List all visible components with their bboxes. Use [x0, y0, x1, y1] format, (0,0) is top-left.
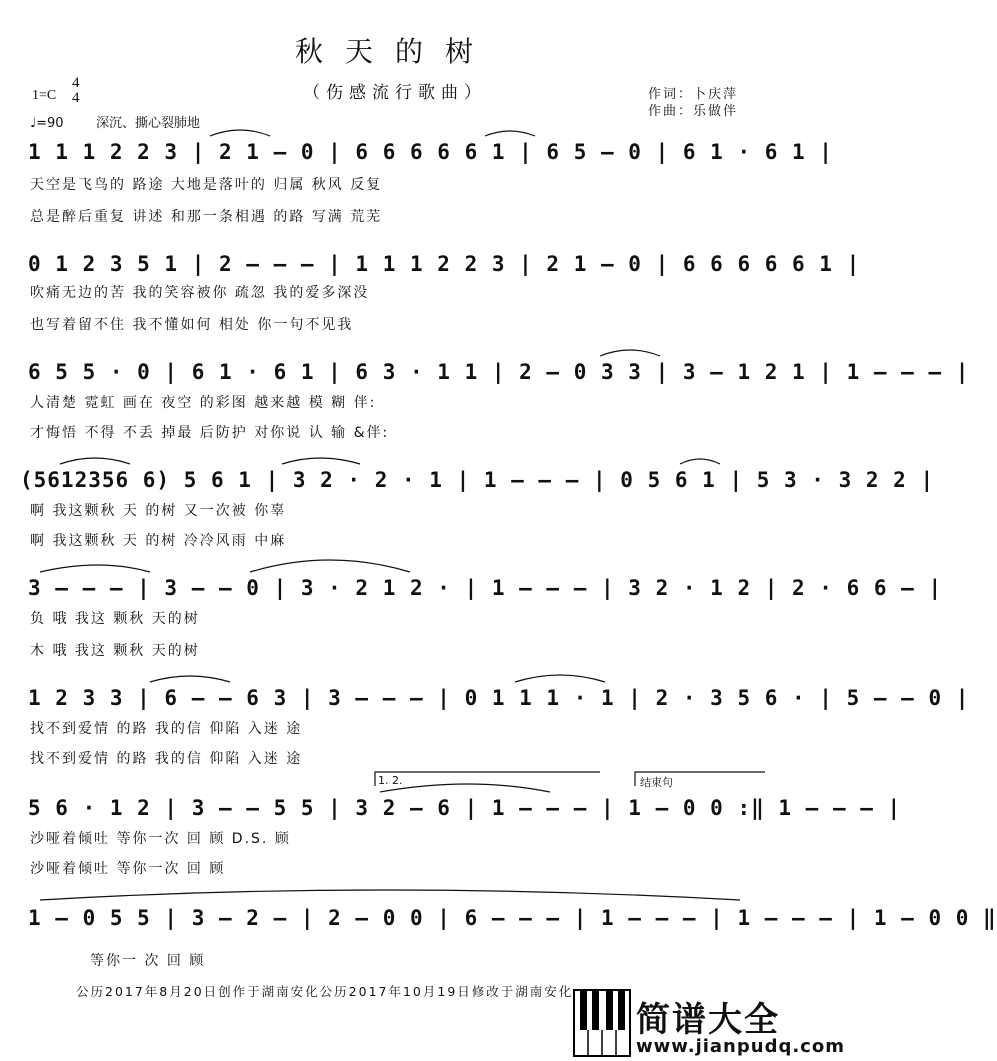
- slur-mark: [515, 675, 605, 682]
- slur-mark: [600, 350, 660, 356]
- song-title: 秋天的树: [294, 35, 495, 68]
- lyric-line-3a: 人清楚 霓虹 画在 夜空 的彩图 越来越 模 糊 伴:: [30, 395, 377, 411]
- expression-mark: 深沉、撕心裂肺地: [96, 116, 201, 131]
- score-line-7: 5 6 · 1 2 | 3 – – 5 5 | 3 2 – 6 | 1 – – – | 1 – 0 0 :‖ 1 – – – |: [28, 796, 902, 820]
- lyric-line-8a: 等你一 次 回 顾: [90, 953, 206, 969]
- volta-mark: 1. 2.: [378, 774, 403, 787]
- meter-bottom: 4: [72, 90, 80, 106]
- lyric-line-7a: 沙哑着倾吐 等你一次 回 顾 D.S. 顾: [30, 831, 291, 847]
- meter-top: 4: [72, 75, 80, 91]
- site-logo-name: 简谱大全: [636, 1000, 780, 1040]
- slur-mark: [150, 676, 230, 682]
- slur-mark: [485, 131, 535, 136]
- score-line-1: 1 1 1 2 2 3 | 2 1 – 0 | 6 6 6 6 6 1 | 6 5 – 0 | 6 1 · 6 1 |: [28, 140, 833, 164]
- lyric-line-6a: 找不到爱情 的路 我的信 仰陷 入迷 途: [30, 721, 303, 737]
- composer: 作曲：乐做伴: [648, 104, 739, 119]
- slur-mark: [40, 890, 740, 900]
- lyric-line-1a: 天空是飞鸟的 路途 大地是落叶的 归属 秋风 反复: [30, 177, 383, 193]
- slur-mark: [380, 784, 550, 792]
- slur-mark: [250, 560, 410, 572]
- lyricist: 作词：卜庆萍: [648, 87, 739, 102]
- footer-note: 公历2017年8月20日创作于湖南安化公历2017年10月19日修改于湖南安化: [76, 984, 574, 999]
- slur-mark: [60, 458, 130, 464]
- score-line-4: (5612356 6) 5 6 1 | 3 2 · 2 · 1 | 1 – – – | 0 5 6 1 | 5 3 · 3 2 2 |: [20, 468, 935, 492]
- song-subtitle: （伤感流行歌曲）: [303, 83, 487, 103]
- lyric-line-7b: 沙哑着倾吐 等你一次 回 顾: [30, 861, 226, 877]
- lyric-line-2a: 吹痛无边的苦 我的笑容被你 疏忽 我的爱多深没: [30, 285, 370, 301]
- lyric-line-4a: 啊 我这颗秋 天 的树 又一次被 你辜: [30, 503, 287, 519]
- lyric-line-2b: 也写着留不住 我不懂如何 相处 你一句不见我: [30, 317, 354, 333]
- lyric-line-6b: 找不到爱情 的路 我的信 仰陷 入迷 途: [30, 751, 303, 767]
- lyric-line-1b: 总是醉后重复 讲述 和那一条相遇 的路 写满 荒芜: [30, 209, 383, 225]
- score-line-8: 1 – 0 5 5 | 3 – 2 – | 2 – 0 0 | 6 – – – | 1 – – – | 1 – – – | 1 – 0 0 ‖: [28, 906, 997, 930]
- ending-line: [635, 772, 765, 786]
- slur-mark: [680, 459, 720, 464]
- score-line-2: 0 1 2 3 5 1 | 2 – – – | 1 1 1 2 2 3 | 2 1 – 0 | 6 6 6 6 6 1 |: [28, 252, 861, 276]
- piano-keys-icon: [574, 990, 630, 1056]
- site-logo-url: www.jianpudq.com: [636, 1036, 845, 1057]
- slur-mark: [210, 130, 270, 136]
- lyric-line-5b: 木 哦 我这 颗秋 天的树: [30, 643, 200, 659]
- quarter-note-icon: ♩: [30, 116, 37, 131]
- slur-mark: [40, 565, 150, 572]
- key-signature: 1=C: [32, 88, 57, 103]
- score-line-6: 1 2 3 3 | 6 – – 6 3 | 3 – – – | 0 1 1 1 · 1 | 2 · 3 5 6 · | 5 – – 0 |: [28, 686, 970, 710]
- lyric-line-3b: 才悔悟 不得 不丢 掉最 后防护 对你说 认 输 &伴:: [30, 425, 390, 441]
- slur-mark: [282, 458, 360, 464]
- ending-mark: 结束句: [640, 776, 673, 789]
- lyric-line-5a: 负 哦 我这 颗秋 天的树: [30, 611, 200, 627]
- score-line-5: 3 – – – | 3 – – 0 | 3 · 2 1 2 · | 1 – – – | 3 2 · 1 2 | 2 · 6 6 – |: [28, 576, 943, 600]
- score-line-3: 6 5 5 · 0 | 6 1 · 6 1 | 6 3 · 1 1 | 2 – 0 3 3 | 3 – 1 2 1 | 1 – – – |: [28, 360, 970, 384]
- lyric-line-4b: 啊 我这颗秋 天 的树 冷冷风雨 中麻: [30, 533, 287, 549]
- tempo-value: =90: [36, 116, 64, 131]
